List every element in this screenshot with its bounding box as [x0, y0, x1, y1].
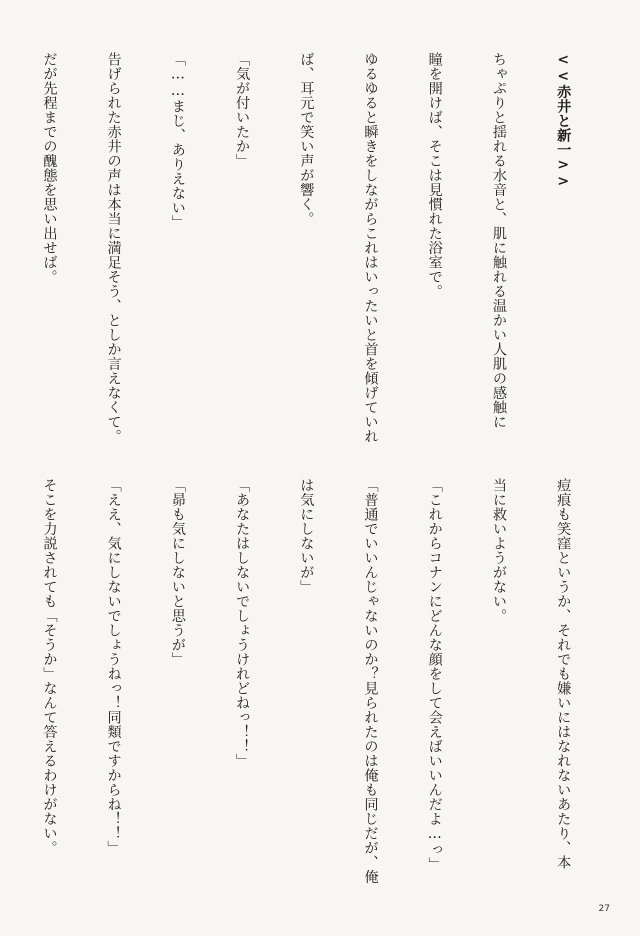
text-line: 「これからコナンにどんな顔をして会えばいいんだよ…っ」	[426, 478, 443, 872]
text-line: 「……まじ、ありえない」	[169, 52, 186, 230]
text-line: ちゃぷりと揺れる水音と、肌に触れる温かい人肌の感触に	[490, 52, 507, 429]
text-line: 告げられた赤井の声は本当に満足そう、としか言えなくて。	[105, 52, 122, 444]
text-line: そこを力説されても「そうか」なんて答えるわけがない。	[41, 478, 58, 855]
text-line: だが先程までの醜態を思い出せば。	[41, 52, 58, 284]
text-line: 「ええ、気にしないでしょうねっ！同類ですからね！！」	[105, 478, 122, 855]
page-number: 27	[598, 904, 610, 914]
text-line: 当に救いようがない。	[490, 478, 507, 623]
top-text-block	[0, 52, 616, 442]
text-line: は気にしないが」	[298, 478, 315, 594]
text-line: 瞳を開けば、そこは見慣れた浴室で。	[426, 52, 443, 299]
text-line: ゆるゆると瞬きをしながらこれはいったいと首を傾げていれ	[362, 52, 379, 444]
text-line: ば、耳元で笑い声が響く。	[298, 52, 315, 226]
bottom-text-block	[0, 478, 616, 884]
text-line: 「あなたはしないでしょうけれどねっ！！」	[234, 478, 251, 768]
text-line: 「昴も気にしないと思うが」	[169, 478, 186, 667]
text-line: 「気が付いたか」	[234, 52, 251, 168]
text-line: 「普通でいいんじゃないのか？見られたのは俺も同じだが、俺	[362, 478, 379, 884]
text-line: 痘痕も笑窪というか、それでも嫌いにはなれないあたり、本	[555, 478, 572, 870]
chapter-title: <<赤井と新一>>	[555, 52, 572, 190]
